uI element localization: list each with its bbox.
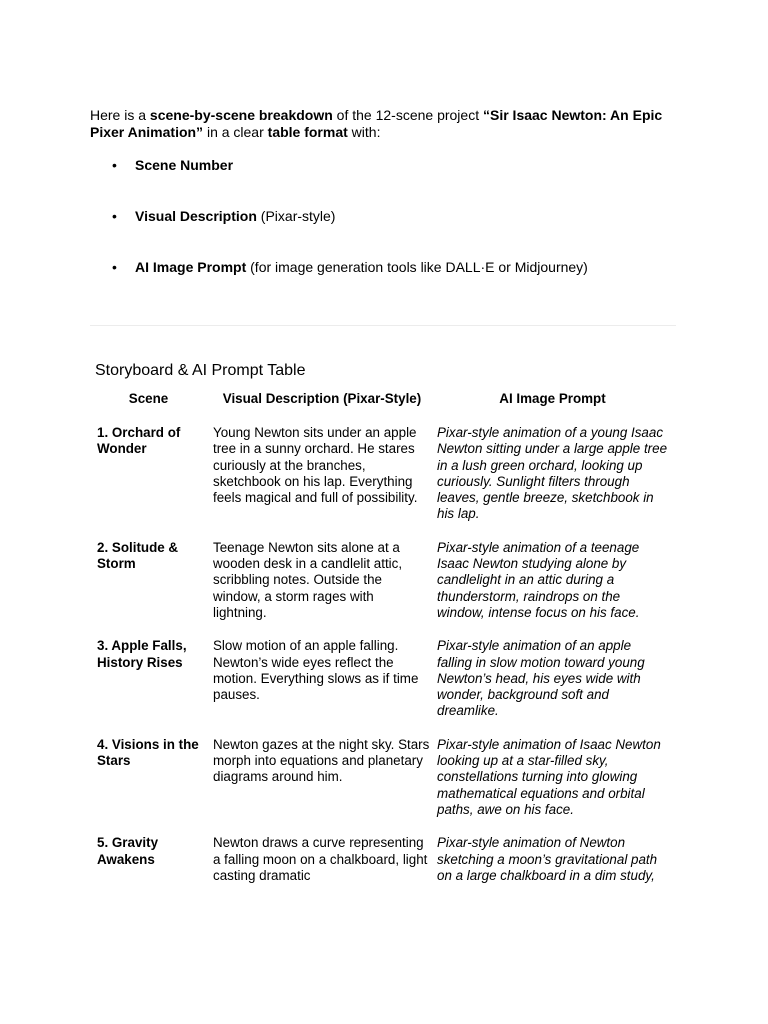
scene-cell: 1. Orchard of Wonder: [97, 425, 181, 457]
bullet-list: [112, 157, 588, 310]
bullet-rest: (for image generation tools like DALL·E or Midjourney): [246, 259, 588, 275]
intro-paragraph: [90, 107, 670, 141]
scene-cell: 2. Solitude & Storm: [97, 539, 179, 572]
bullet-dot-icon: •: [112, 157, 117, 173]
visual-cell: Newton draws a curve representing a falling moon on a chalkboard, light casting dramatic: [213, 835, 428, 883]
bullet-dot-icon: •: [112, 208, 117, 224]
intro-text-4: with:: [347, 124, 381, 140]
table-row: [90, 425, 680, 523]
prompt-cell: Pixar-style animation of a teenage Isaac Newton studying alone by candlelight in an attic during a thunderstorm, raindrops on the window, intense focus on his face.: [437, 539, 640, 620]
scene-cell: 3. Apple Falls, History Rises: [97, 638, 187, 670]
bullet-rest: (Pixar-style): [256, 208, 336, 224]
header-scene: Scene: [128, 391, 169, 406]
visual-cell: Slow motion of an apple falling. Newton’s wide eyes reflect the motion. Everything slows as if time pauses.: [213, 638, 419, 703]
table-row: [90, 835, 680, 884]
intro-text-2: of the 12-scene project: [332, 107, 483, 123]
visual-cell: Teenage Newton sits alone at a wooden desk in a candlelit attic, scribbling notes. Outside the window, a storm rages with lightning.: [213, 539, 403, 620]
intro-bold-3: table format: [267, 124, 348, 140]
bullet-bold: Visual Description: [135, 208, 257, 224]
table-header-row: [90, 391, 680, 425]
prompt-cell: Pixar-style animation of Isaac Newton looking up at a star-filled sky, constellations turning into glowing mathematical equations and orbital paths, awe on his face.: [437, 736, 661, 817]
intro-bold-1: scene-by-scene breakdown: [149, 107, 333, 123]
intro-text-1: Here is a: [90, 107, 150, 123]
visual-cell: Newton gazes at the night sky. Stars morph into equations and planetary diagrams around him.: [213, 736, 430, 785]
divider: [90, 325, 676, 326]
intro-text-3: in a clear: [203, 124, 268, 140]
visual-cell: Young Newton sits under an apple tree in a sunny orchard. He stares curiously at the branches, sketchbook on his lap. Everything feels magical and full of possibility.: [213, 425, 418, 506]
table-row: [90, 540, 680, 621]
prompt-cell: Pixar-style animation of an apple falling in slow motion toward young Newton’s head, his eyes wide with wonder, background soft and dreamlike.: [437, 638, 645, 719]
header-ai-prompt: AI Image Prompt: [499, 391, 606, 406]
table-row: [90, 638, 680, 719]
scene-cell: 4. Visions in the Stars: [97, 736, 199, 769]
bullet-item: [112, 157, 588, 174]
bullet-bold: AI Image Prompt: [135, 259, 247, 275]
bullet-bold: Scene Number: [135, 157, 234, 173]
bullet-dot-icon: •: [112, 259, 117, 275]
storyboard-table: [90, 391, 680, 901]
project-title: “Sir Isaac Newton: An Epic Pixer Animation”: [90, 107, 663, 140]
scene-cell: 5. Gravity Awakens: [97, 835, 159, 867]
bullet-item: [112, 208, 588, 225]
bullet-item: [112, 259, 588, 276]
prompt-cell: Pixar-style animation of a young Isaac Newton sitting under a large apple tree in a lush green orchard, looking up curiously. Sunlight filters through leaves, gentle breeze, sketchbook in his lap.: [437, 425, 668, 522]
table-row: [90, 737, 680, 818]
prompt-cell: Pixar-style animation of Newton sketching a moon’s gravitational path on a large chalkboard in a dim study,: [437, 835, 658, 883]
header-visual-description: Visual Description (Pixar-Style): [222, 391, 422, 406]
section-title: Storyboard & AI Prompt Table: [95, 362, 306, 379]
